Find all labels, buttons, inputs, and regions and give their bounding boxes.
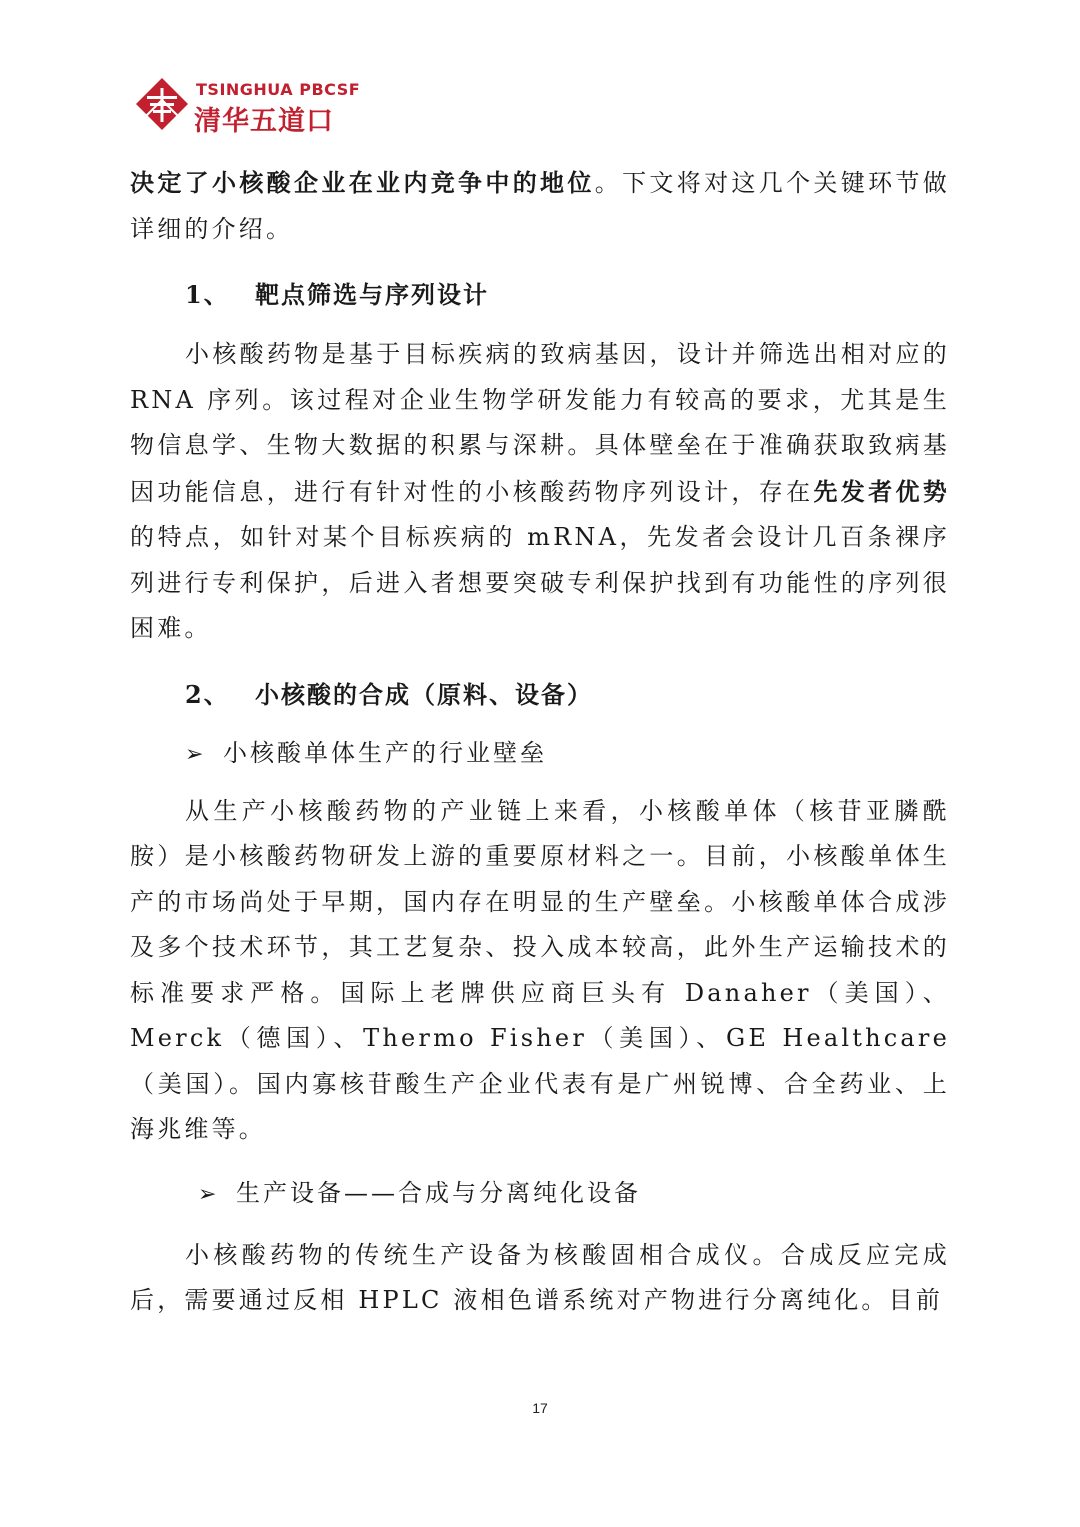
logo-text-en: TSINGHUA PBCSF xyxy=(196,80,361,99)
arrow-bullet-icon: ➢ xyxy=(185,741,207,767)
paragraph-target-screening xyxy=(130,332,950,652)
bullet-text: 生产设备——合成与分离纯化设备 xyxy=(236,1178,641,1207)
section-number: 1、 xyxy=(185,280,230,309)
paragraph-monomer: 从生产小核酸药物的产业链上来看，小核酸单体（核苷亚膦酰胺）是小核酸药物研发上游的重要原材料之一。目前，小核酸单体生产的市场尚处于早期，国内存在明显的生产壁垒。小核酸单体合成涉及多个技术环节，其工艺复杂、投入成本较高，此外生产运输技术的标准要求严格。国际上老牌供应商巨头有 Danaher（美国）、Merck（德国）、Thermo Fisher（美国）、GE Healthcare（美国）。国内寡核苷酸生产企业代表有是广州锐博、合全药业、上海兆维等。 xyxy=(130,796,950,1143)
section-heading-1 xyxy=(130,272,950,317)
logo xyxy=(134,72,364,142)
logo-text-cn: 清华五道口 xyxy=(194,106,334,137)
intro-bold-text: 决定了小核酸企业在业内竞争中的地位 xyxy=(130,168,595,197)
intro-text: 。下文将对这几个关键环节做详细的介绍。 xyxy=(130,169,950,243)
intro-paragraph xyxy=(130,160,950,252)
bullet-item xyxy=(198,1171,950,1217)
bullet-text: 小核酸单体生产的行业壁垒 xyxy=(223,738,547,767)
arrow-bullet-icon: ➢ xyxy=(198,1181,220,1207)
paragraph-text: 小核酸药物是基于目标疾病的致病基因，设计并筛选出相对应的 RNA 序列。该过程对企业生物学研发能力有较高的要求，尤其是生物信息学、生物大数据的积累与深耕。具体壁垒在于准确获取致病基因功能信息，进行有针对性的小核酸药物序列设计，存在 xyxy=(130,340,950,506)
paragraph-text: 的特点，如针对某个目标疾病的 mRNA，先发者会设计几百条裸序列进行专利保护，后进入者想要突破专利保护找到有功能性的序列很困难。 xyxy=(130,523,950,642)
pbcsf-logo-mark-icon xyxy=(134,76,190,132)
section-number: 2、 xyxy=(185,679,230,709)
section-title: 小核酸的合成（原料、设备） xyxy=(255,679,593,709)
section-title: 靶点筛选与序列设计 xyxy=(255,280,489,309)
section-heading-2 xyxy=(130,672,950,717)
paragraph-equipment: 小核酸药物的传统生产设备为核酸固相合成仪。合成反应完成后，需要通过反相 HPLC 液相色谱系统对产物进行分离纯化。目前 xyxy=(130,1240,950,1314)
paragraph-bold-text: 先发者优势 xyxy=(813,476,951,506)
page-number: 17 xyxy=(532,1400,548,1416)
document-body xyxy=(130,160,950,1324)
bullet-item xyxy=(185,731,950,777)
